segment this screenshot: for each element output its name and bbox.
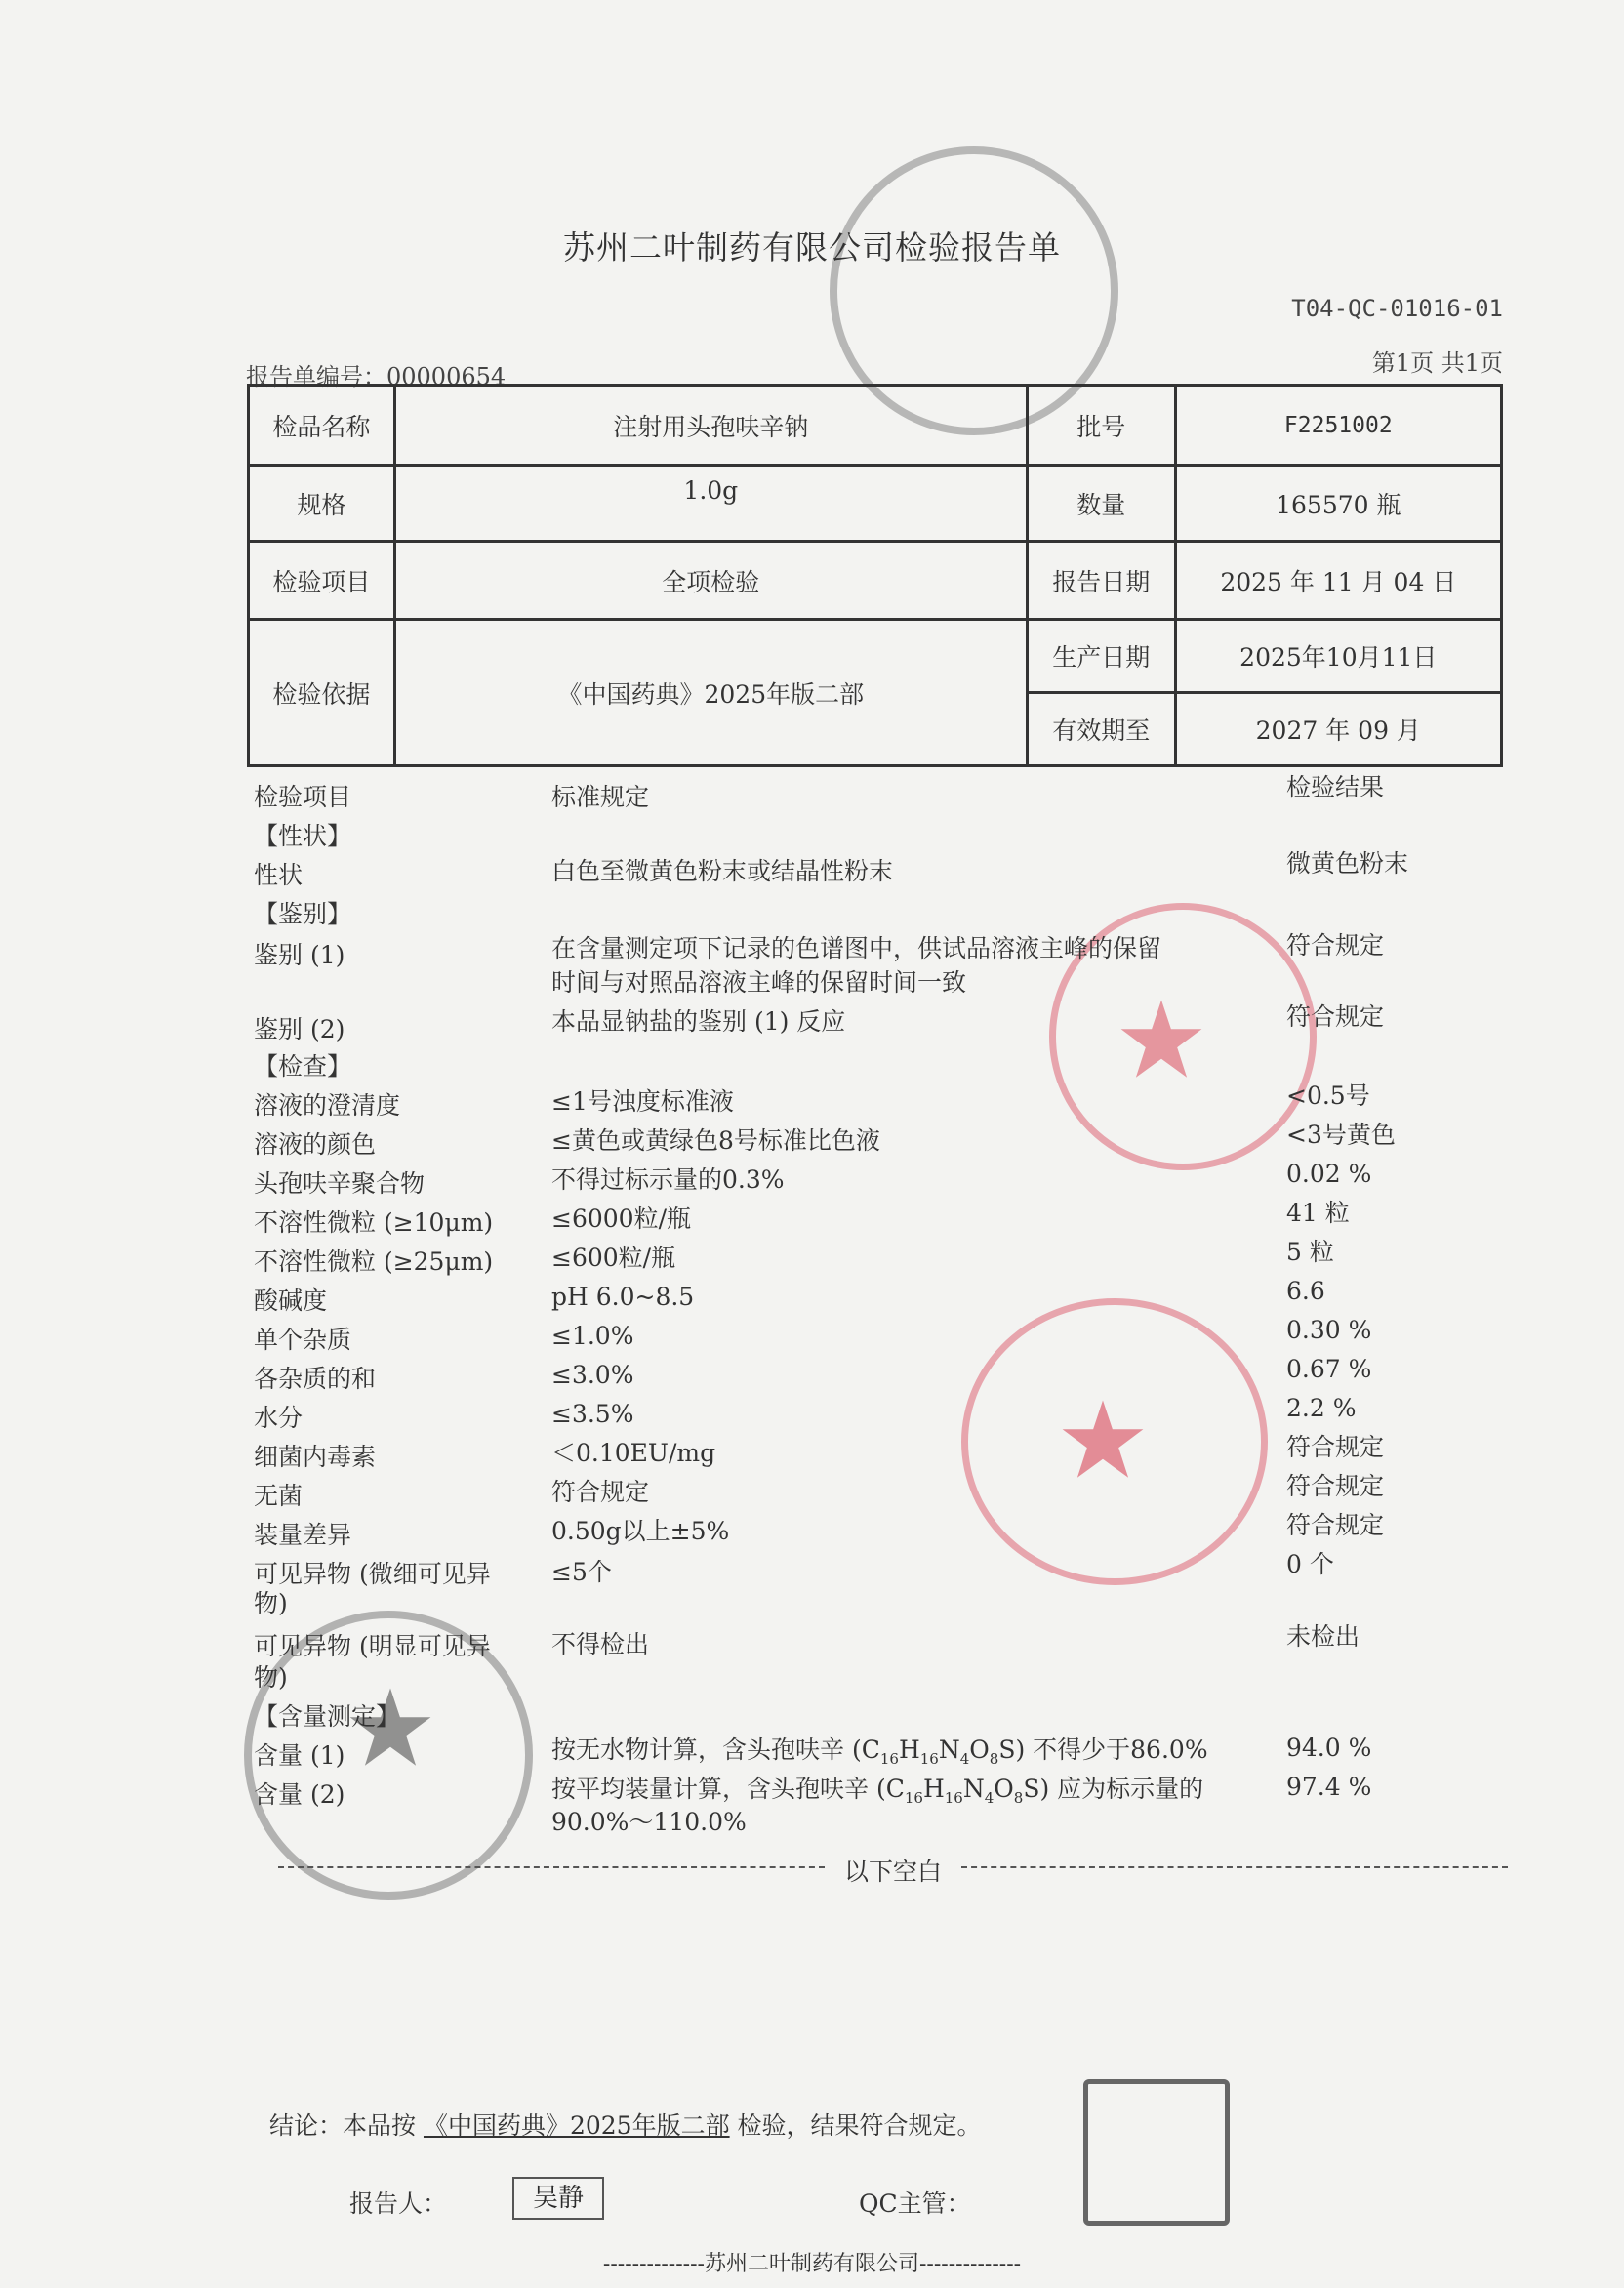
std-sterility: 符合规定 [551,1478,650,1506]
res-assay1: 94.0 % [1286,1734,1372,1762]
quantity-label: 数量 [1027,466,1175,542]
std-ph: pH 6.0~8.5 [551,1283,695,1311]
formula-c-sub-2: 16 [904,1789,923,1807]
document-code: T04-QC-01016-01 [1291,295,1503,322]
formula-h-sub-2: 16 [944,1789,963,1807]
item-sterility: 无菌 [254,1482,304,1510]
std-ident1-line2: 时间与对照品溶液主峰的保留时间一致 [551,968,967,997]
item-polymer: 头孢呋辛聚合物 [254,1169,426,1198]
report-date-value: 2025 年 11 月 04 日 [1175,542,1501,620]
formula-n: N [938,1736,960,1764]
res-ident1: 符合规定 [1286,931,1385,960]
footer-text: 苏州二叶制药有限公司 [704,2252,919,2276]
spec-value: 1.0g [394,466,1027,542]
std-assay1-pre: 按无水物计算，含头孢呋辛 (C [551,1736,880,1764]
formula-s-2: S [1023,1775,1040,1803]
formula-h: H [898,1736,920,1764]
footer-company [0,2247,1624,2277]
mfg-date-value: 2025年10月11日 [1175,620,1501,693]
res-sterility: 符合规定 [1286,1472,1385,1500]
formula-h-2: H [922,1775,945,1803]
mfg-date-label: 生产日期 [1027,620,1175,693]
conclusion-post: 检验，结果符合规定。 [737,2111,982,2140]
res-water: 2.2 % [1286,1394,1357,1422]
std-appearance: 白色至微黄色粉末或结晶性粉末 [551,857,894,885]
std-ident1-line1: 在含量测定项下记录的色谱图中，供试品溶液主峰的保留 [551,934,1162,962]
page-info: 第1页 共1页 [1371,349,1503,377]
item-clarity: 溶液的澄清度 [254,1091,401,1120]
item-visible-fine-line2: 物) [254,1589,288,1617]
blank-divider [278,1853,1508,1886]
blank-note: 以下空白 [838,1858,948,1886]
item-visible-obvious-line1: 可见异物 (明显可见异 [254,1632,491,1660]
res-polymer: 0.02 % [1286,1160,1372,1188]
res-ident2: 符合规定 [1286,1002,1385,1031]
col-header-result: 检验结果 [1286,773,1385,801]
res-visible-obvious: 未检出 [1286,1622,1360,1651]
formula-h-sub: 16 [919,1750,939,1768]
res-endotoxin: 符合规定 [1286,1433,1385,1461]
std-endotoxin: ＜0.10EU/mg [551,1439,716,1467]
std-water: ≤3.5% [551,1400,634,1428]
item-visible-obvious-line2: 物) [254,1663,288,1692]
res-ph: 6.6 [1286,1277,1325,1305]
section-examination: 【检查】 [254,1052,352,1081]
res-fill-variation: 符合规定 [1286,1511,1385,1539]
std-polymer: 不得过标示量的0.3% [551,1165,785,1194]
formula-o: O [969,1736,990,1764]
section-identification: 【鉴别】 [254,900,352,928]
footer-dash-left: -------------- [602,2252,705,2276]
std-visible-fine: ≤5个 [551,1558,612,1586]
conclusion-pre: 结论：本品按 [269,2111,417,2140]
conclusion-ref: 《中国药典》2025年版二部 [423,2111,730,2140]
test-item-value: 全项检验 [394,542,1027,620]
item-color: 溶液的颜色 [254,1130,377,1159]
info-table [247,384,1503,767]
res-appearance: 微黄色粉末 [1286,849,1409,878]
batch-number: F2251002 [1175,386,1501,466]
item-water: 水分 [254,1404,304,1432]
res-single-impurity: 0.30 % [1286,1316,1372,1344]
footer-dash-right: -------------- [919,2252,1022,2276]
res-assay2: 97.4 % [1286,1773,1372,1801]
divider-line-right [961,1866,1508,1868]
formula-s: S [998,1736,1016,1764]
reporter-signature: 吴静 [512,2177,604,2220]
name-seal [1083,2079,1230,2226]
report-title: 苏州二叶制药有限公司检验报告单 [563,228,1061,266]
product-name: 注射用头孢呋辛钠 [394,386,1027,466]
res-total-impurity: 0.67 % [1286,1355,1372,1383]
qc-label: QC主管： [859,2189,971,2218]
formula-n-sub-2: 4 [984,1789,995,1807]
item-fill-variation: 装量差异 [254,1521,352,1549]
formula-o-2: O [994,1775,1014,1803]
std-color: ≤黄色或黄绿色8号标准比色液 [551,1126,880,1155]
item-visible-fine-line1: 可见异物 (微细可见异 [254,1560,491,1588]
item-ident1: 鉴别 (1) [254,941,345,969]
reporter-label: 报告人： [349,2189,448,2218]
test-item-label: 检验项目 [249,542,395,620]
res-particle10: 41 粒 [1286,1199,1350,1227]
item-particle10: 不溶性微粒 (≥10μm) [254,1208,494,1237]
res-particle25: 5 粒 [1286,1238,1334,1266]
std-fill-variation: 0.50g以上±5% [551,1517,730,1545]
res-color: <3号黄色 [1286,1121,1396,1149]
std-ident2: 本品显钠盐的鉴别 (1) 反应 [551,1007,846,1036]
std-assay1-post: ) 不得少于86.0% [1015,1736,1208,1764]
std-assay2-line2: 90.0%～110.0% [551,1808,747,1836]
item-assay1: 含量 (1) [254,1741,345,1770]
expiry-label: 有效期至 [1027,693,1175,766]
res-visible-fine: 0 个 [1286,1550,1334,1578]
item-particle25: 不溶性微粒 (≥25μm) [254,1247,494,1276]
std-assay2-pre: 按平均装量计算，含头孢呋辛 (C [551,1775,905,1803]
col-header-standard: 标准规定 [551,783,650,811]
std-assay2-post: ) 应为标示量的 [1039,1775,1204,1803]
section-character: 【性状】 [254,822,352,850]
formula-o-sub: 8 [989,1750,999,1768]
basis-label: 检验依据 [249,620,395,766]
report-date-label: 报告日期 [1027,542,1175,620]
spec-label: 规格 [249,466,395,542]
item-single-impurity: 单个杂质 [254,1326,352,1354]
item-total-impurity: 各杂质的和 [254,1365,377,1393]
batch-label: 批号 [1027,386,1175,466]
formula-n-2: N [962,1775,985,1803]
report-number-label: 报告单编号： [246,363,386,390]
std-total-impurity: ≤3.0% [551,1361,634,1389]
basis-value: 《中国药典》2025年版二部 [394,620,1027,766]
quantity-value: 165570 瓶 [1175,466,1501,542]
divider-line-left [278,1866,825,1868]
std-particle10: ≤6000粒/瓶 [551,1205,691,1233]
item-appearance: 性状 [254,861,304,889]
product-name-label: 检品名称 [249,386,395,466]
section-assay: 【含量测定】 [254,1702,401,1731]
std-assay1 [551,1734,1269,1776]
std-clarity: ≤1号浊度标准液 [551,1087,734,1116]
col-header-item: 检验项目 [254,783,352,811]
std-single-impurity: ≤1.0% [551,1322,634,1350]
item-ph: 酸碱度 [254,1287,328,1315]
res-clarity: <0.5号 [1286,1082,1370,1110]
formula-o-sub-2: 8 [1013,1789,1024,1807]
item-ident2: 鉴别 (2) [254,1015,345,1043]
expiry-value: 2027 年 09 月 [1175,693,1501,766]
report-number-value: 00000654 [386,363,507,390]
std-particle25: ≤600粒/瓶 [551,1244,676,1272]
std-visible-obvious: 不得检出 [551,1630,650,1658]
conclusion [269,2106,982,2142]
formula-n-sub: 4 [959,1750,970,1768]
item-assay2: 含量 (2) [254,1780,345,1809]
item-endotoxin: 细菌内毒素 [254,1443,377,1471]
formula-c-sub: 16 [879,1750,899,1768]
